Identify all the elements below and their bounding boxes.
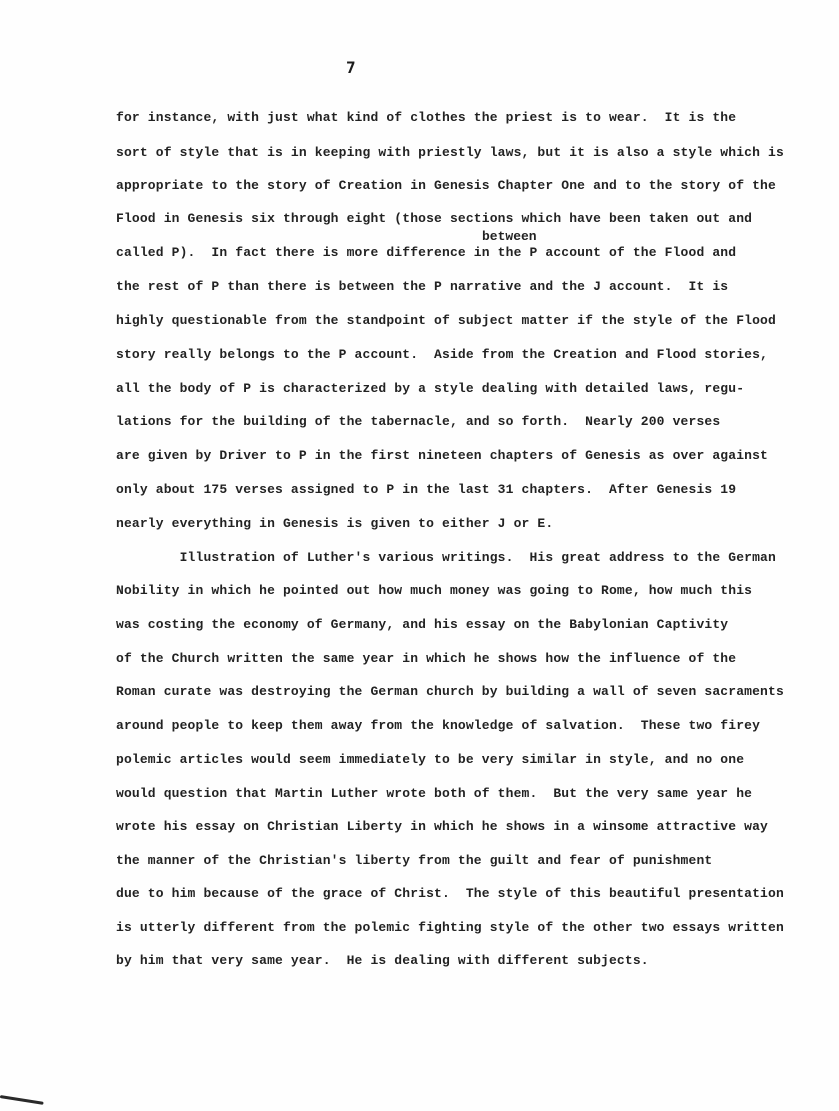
text-line: would question that Martin Luther wrote both of them. But the very same year he: [116, 786, 753, 801]
text-line: was costing the economy of Germany, and his essay on the Babylonian Captivity: [116, 617, 729, 632]
text-line: sort of style that is in keeping with priestly laws, but it is also a style which is: [116, 145, 784, 160]
text-line: the manner of the Christian's liberty from the guilt and fear of punishment: [116, 853, 713, 868]
text-line: polemic articles would seem immediately to be very similar in style, and no one: [116, 752, 745, 767]
text-line: of the Church written the same year in which he shows how the influence of the: [116, 651, 737, 666]
text-line: appropriate to the story of Creation in Genesis Chapter One and to the story of the: [116, 178, 776, 193]
interlinear-insert: between: [482, 229, 537, 244]
text-line: for instance, with just what kind of clothes the priest is to wear. It is the: [116, 110, 737, 125]
text-line: Illustration of Luther's various writings. His great address to the German: [116, 550, 776, 565]
text-line: due to him because of the grace of Christ. The style of this beautiful presentation: [116, 886, 784, 901]
text-line: all the body of P is characterized by a style dealing with detailed laws, regu-: [116, 381, 745, 396]
text-line: Roman curate was destroying the German church by building a wall of seven sacraments: [116, 684, 784, 699]
text-line: around people to keep them away from the knowledge of salvation. These two firey: [116, 718, 761, 733]
text-line: story really belongs to the P account. Aside from the Creation and Flood stories,: [116, 347, 769, 362]
text-line: are given by Driver to P in the first nineteen chapters of Genesis as over against: [116, 448, 769, 463]
page-number: 7: [346, 58, 356, 77]
text-line: only about 175 verses assigned to P in the last 31 chapters. After Genesis 19: [116, 482, 737, 497]
text-line: Nobility in which he pointed out how much money was going to Rome, how much this: [116, 583, 753, 598]
text-line: nearly everything in Genesis is given to either J or E.: [116, 516, 554, 531]
text-line: highly questionable from the standpoint of subject matter if the style of the Flood: [116, 313, 776, 328]
text-line: the rest of P than there is between the P narrative and the J account. It is: [116, 279, 729, 294]
text-line: lations for the building of the tabernacle, and so forth. Nearly 200 verses: [116, 414, 721, 429]
scan-edge-mark: [0, 1095, 44, 1105]
text-line: Flood in Genesis six through eight (those sections which have been taken out and: [116, 211, 753, 226]
text-line: by him that very same year. He is dealing with different subjects.: [116, 953, 649, 968]
text-line: called P). In fact there is more difference in the P account of the Flood and: [116, 245, 737, 260]
text-line: is utterly different from the polemic fighting style of the other two essays written: [116, 920, 784, 935]
text-line: wrote his essay on Christian Liberty in which he shows in a winsome attractive way: [116, 819, 769, 834]
